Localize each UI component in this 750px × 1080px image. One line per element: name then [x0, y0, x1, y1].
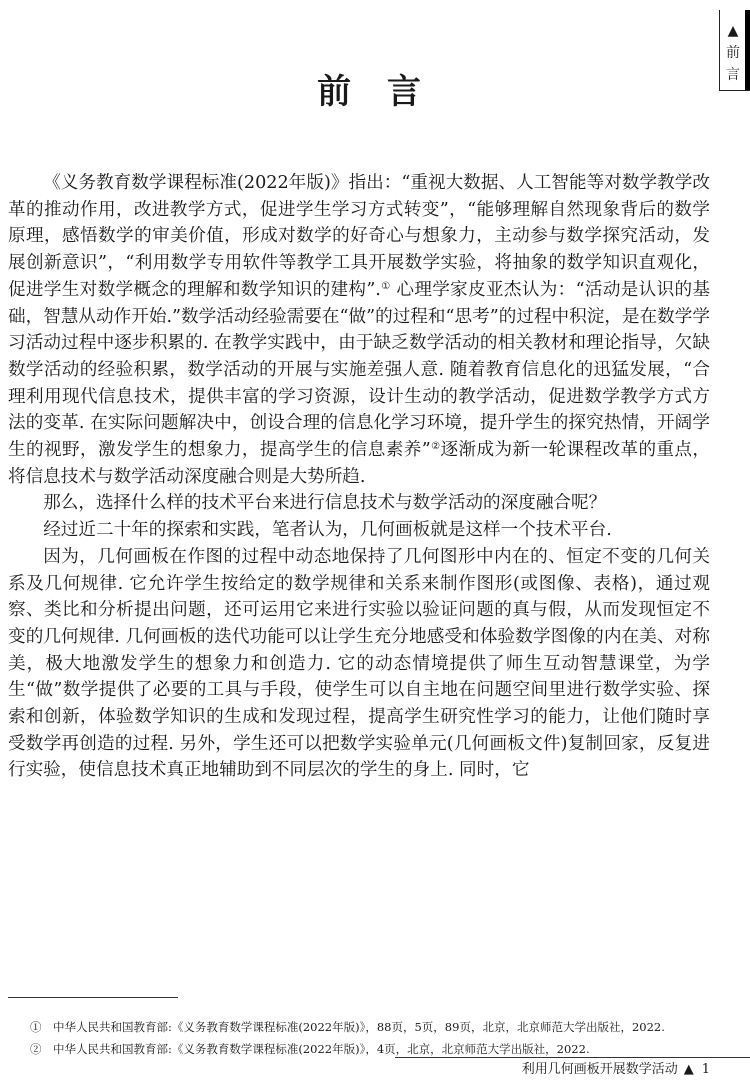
side-tab-char-1: 前 — [726, 45, 740, 61]
footnote-ref-1[interactable]: ① — [380, 280, 391, 292]
triangle-marker-icon: ▲ — [727, 23, 739, 39]
paragraph-1-part-1: 《义务教育数学课程标准(2022年版)》指出：“重视大数据、人工智能等对数学教学改革的推动作用，改进教学方式，促进学生学习方式转变”，“能够理解自然现象背后的数学原理，感悟数学的审美价值，形成对数学的好奇心与想象力，主动参与数学探究活动，发展创新意识”，“利用数学专用软件等教学工具开展数学实验，将抽象的数学知识直观化，促进学生对数学概念的理解和数学知识的建构”. — [8, 173, 710, 300]
footer-divider — [395, 1057, 750, 1058]
page-title: 前 言 — [317, 72, 433, 112]
side-tab-char-2: 言 — [726, 67, 740, 83]
body-text — [8, 170, 710, 784]
footnote-ref-2[interactable]: ② — [430, 441, 441, 453]
triangle-marker-icon: ▲ — [683, 1062, 694, 1077]
footnote-divider — [8, 997, 178, 998]
footnotes — [8, 1017, 710, 1059]
paragraph-1-part-3: 逐渐成为新一轮课程改革的重点，将信息技术与数学活动深度融合则是大势所趋. — [8, 440, 711, 487]
footer-book-title: 利用几何画板开展数学活动 — [521, 1062, 678, 1077]
paragraph-1 — [8, 170, 710, 490]
paragraph-3: 经过近二十年的探索和实践，笔者认为，几何画板就是这样一个技术平台. — [43, 520, 612, 541]
paragraph-4: 因为，几何画板在作图的过程中动态地保持了几何图形中内在的、恒定不变的几何关系及几何规律. 它允许学生按给定的数学规律和关系来制作图形(或图像、表格)，通过观察、类比和分析提出问题，还可运用它来进行实验以验证问题的真与假，从而发现恒定不变的几何规律. 几何画板的迭代功能可以让学生充分地感受和体验数学图像的内在美、对称美，极大地激发学生的想象力和创造力. 它的动态情境提供了师生互动智慧课堂，为学生“做”数学提供了必要的工具与手段，使学生可以自主地在问题空间里进行数学实验、探索和创新，体验数学知识的生成和发现过程，提高学生研究性学习的能力，让他们随时享受数学再创造的过程. 另外，学生还可以把数学实验单元(几何画板文件)复制回家，反复进行实验，使信息技术真正地辅助到不同层次的学生的身上. 同时，它 — [8, 546, 710, 781]
page-number: 1 — [701, 1062, 710, 1077]
paragraph-1-part-2: 心理学家皮亚杰认为：“活动是认识的基础，智慧从动作开始.”数学活动经验需要在“做”的过程和“思考”的过程中积淀，是在数学学习活动过程中逐步积累的. 在教学实践中，由于缺乏数学活动的相关教材和理论指导，欠缺数学活动的经验积累，数学活动的开展与实施差强人意. 随着教育信息化的迅猛发展，“合理利用现代信息技术，提供丰富的学习资源，设计生动的教学活动，促进数学教学方式方法的变革. 在实际问题解决中，创设合理的信息化学习环境，提升学生的探究热情，开阔学生的视野，激发学生的想象力，提高学生的信息素养” — [8, 279, 710, 461]
footnote-2: ② 中华人民共和国教育部:《义务教育数学课程标准(2022年版)》，4页，北京，北京师范大学出版社，2022. — [30, 1042, 590, 1056]
paragraph-2: 那么，选择什么样的技术平台来进行信息技术与数学活动的深度融合呢？ — [43, 493, 607, 514]
page-footer — [522, 1061, 710, 1079]
footnote-1: ① 中华人民共和国教育部:《义务教育数学课程标准(2022年版)》，88页，5页，89页，北京，北京师范大学出版社，2022. — [30, 1020, 665, 1034]
